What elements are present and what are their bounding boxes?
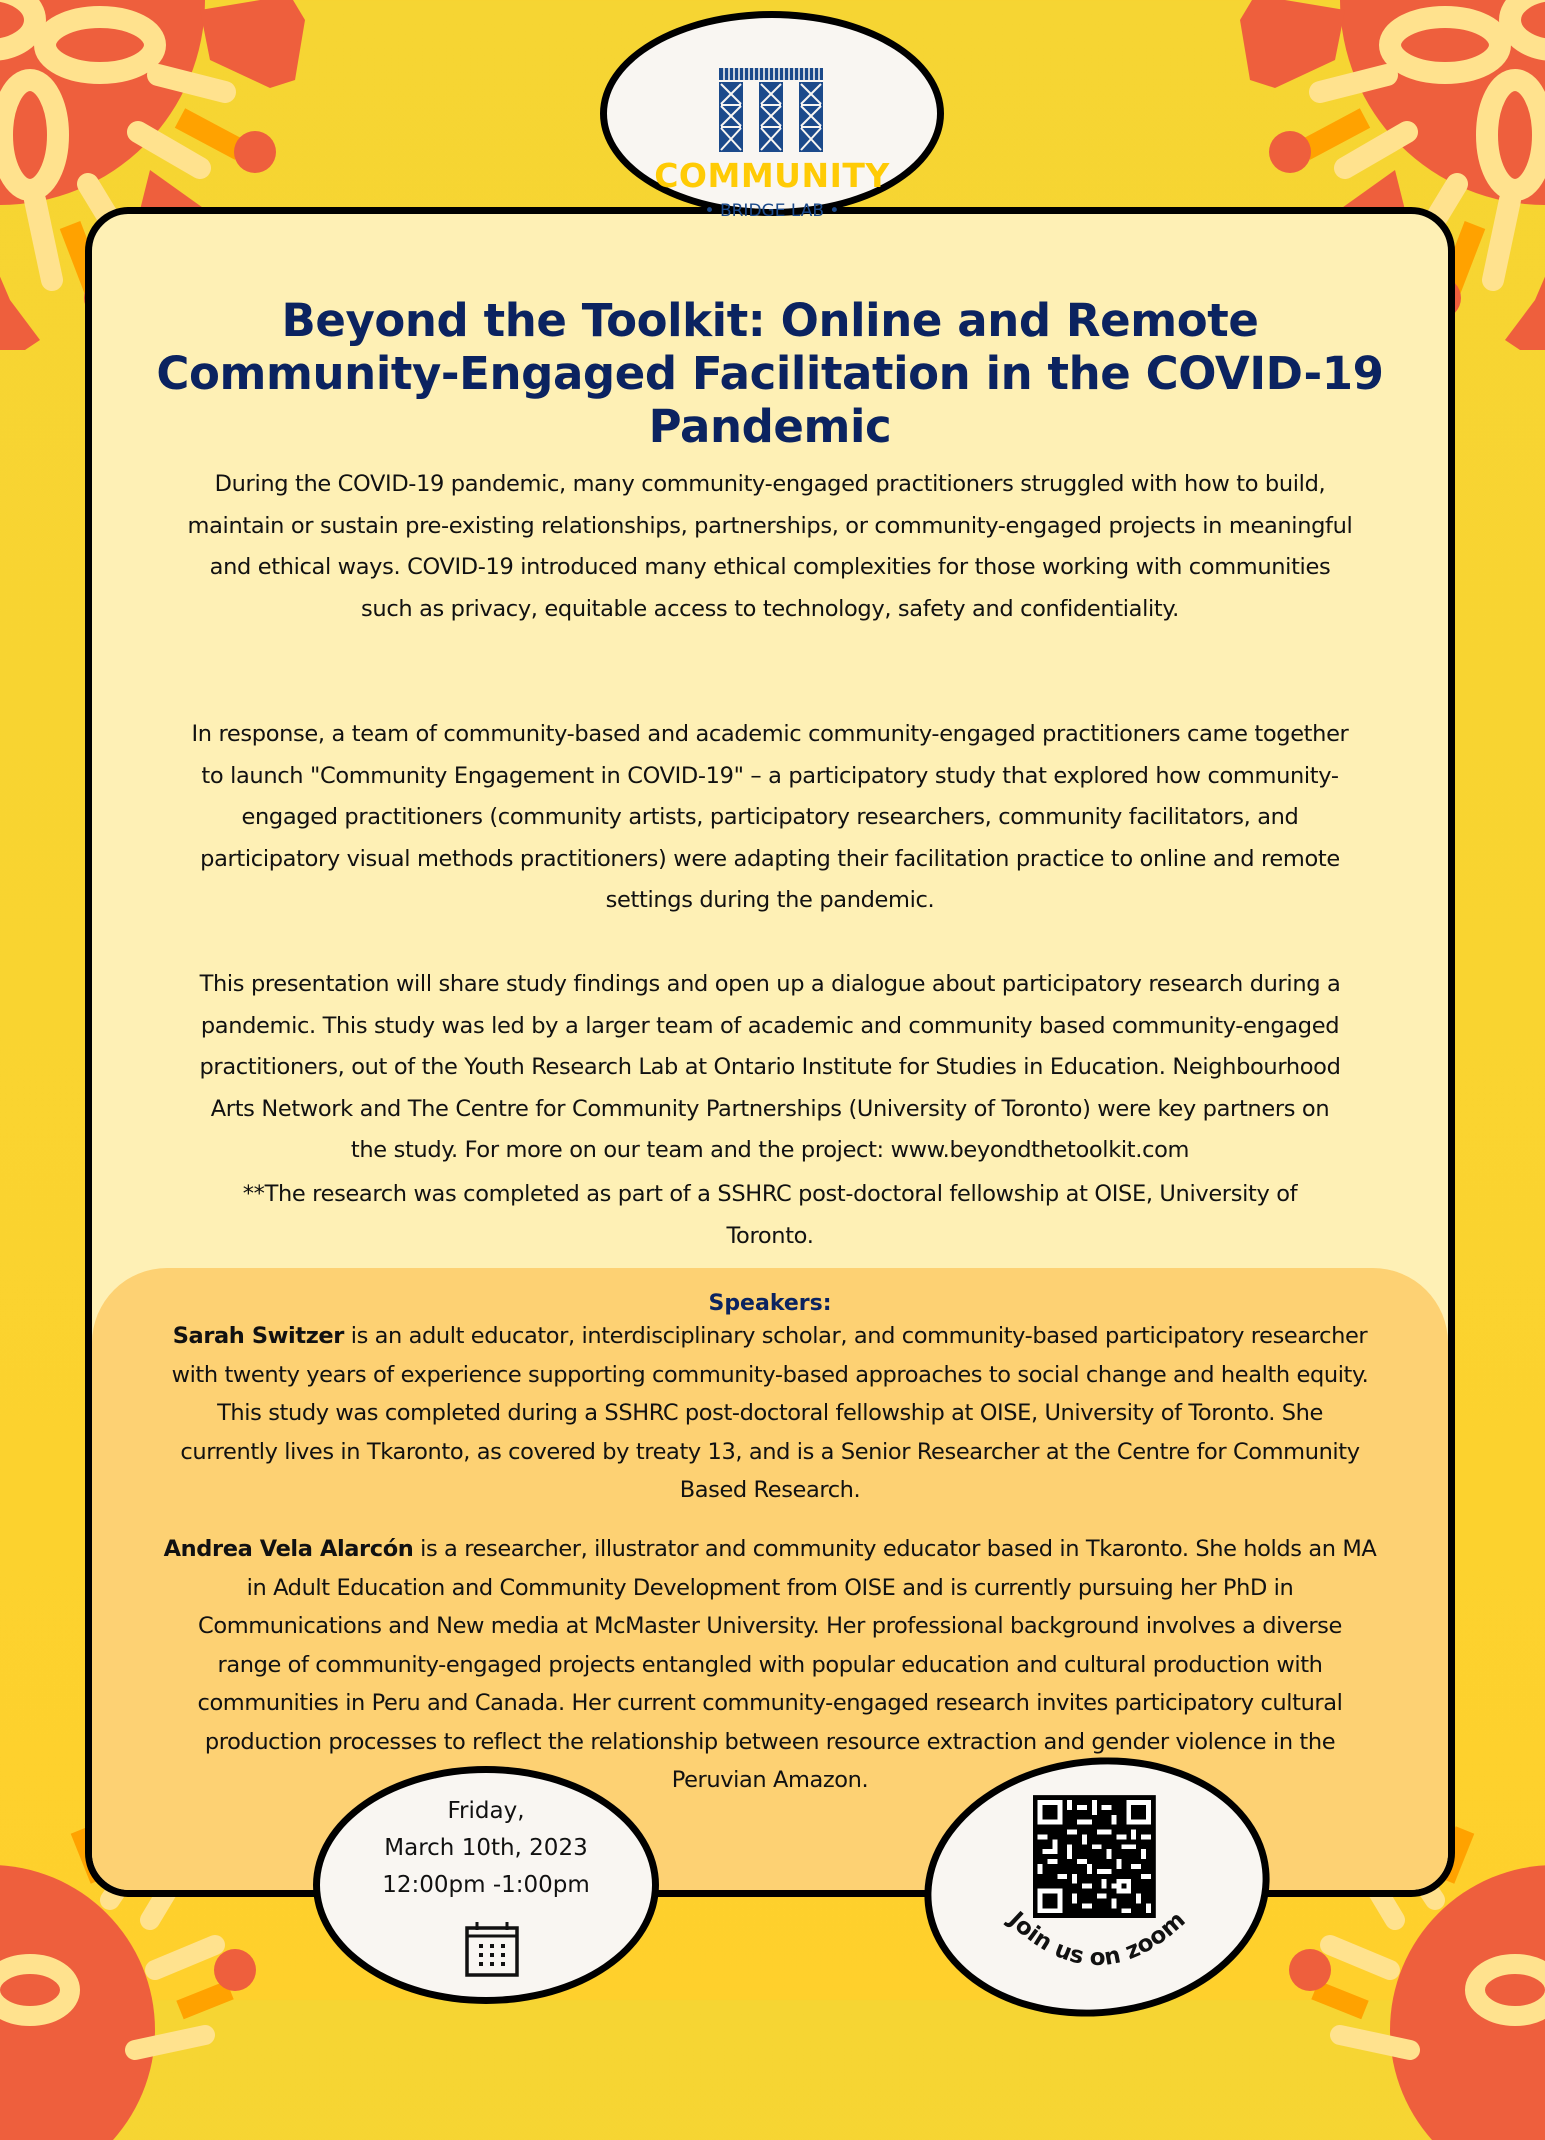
title-line-3: Pandemic xyxy=(648,400,892,453)
text-line: range of community-engaged projects entangled with popular education and cultural production with xyxy=(217,1651,1323,1678)
text-line xyxy=(104,1530,1436,1569)
presentation-paragraph xyxy=(112,964,1428,1172)
text-line: to launch "Community Engagement in COVID-19" – a participatory study that explored how community- xyxy=(201,762,1339,789)
text-line: production processes to reflect the relationship between resource extraction and gender violence in the xyxy=(204,1728,1336,1755)
text-line: and ethical ways. COVID-19 introduced many ethical complexities for those working with communities xyxy=(209,554,1331,580)
text-line: the study. For more on our team and the project: www.beyondthetoolkit.com xyxy=(350,1137,1190,1163)
text-line xyxy=(104,1317,1436,1356)
bridge-lattice-icon xyxy=(719,68,825,152)
event-datetime xyxy=(320,1793,652,1904)
title-line-2: Community-Engaged Facilitation in the COVID-19 xyxy=(156,347,1384,400)
logo-subtitle: • BRIDGE LAB • xyxy=(704,201,840,221)
text-line: Arts Network and The Centre for Community Partnerships (University of Toronto) were key partners on xyxy=(210,1095,1330,1122)
event-title xyxy=(92,294,1448,453)
text-line: engaged practitioners (community artists, participatory researchers, community facilitators, and xyxy=(241,804,1299,830)
logo-badge xyxy=(600,11,944,221)
logo-wordmark: COMMUNITY xyxy=(654,156,890,195)
speaker-name: Sarah Switzer xyxy=(172,1323,344,1349)
text-line: **The research was completed as part of a SSHRC post-doctoral fellowship at OISE, University of xyxy=(242,1181,1298,1207)
title-line-1: Beyond the Toolkit: Online and Remote xyxy=(281,294,1259,347)
text-line: Peruvian Amazon. xyxy=(671,1767,869,1793)
text-line: communities in Peru and Canada. Her current community-engaged research invites participatory cultural xyxy=(197,1690,1343,1716)
speakers-heading: Speakers: xyxy=(708,1291,832,1316)
calendar-icon xyxy=(465,1921,519,1977)
event-day: Friday, xyxy=(447,1798,525,1824)
zoom-caption: Join us on zoom xyxy=(1003,1906,1191,1972)
study-paragraph xyxy=(112,714,1428,922)
funding-note xyxy=(112,1174,1428,1257)
text-line: in Adult Education and Community Development from OISE and is currently pursuing her PhD in xyxy=(246,1574,1294,1601)
svg-text:Join us on zoom xyxy=(1002,1906,1191,1971)
text-line: In response, a team of community-based and academic community-engaged practitioners came together xyxy=(191,721,1349,747)
text-line: Toronto. xyxy=(726,1222,814,1249)
event-card xyxy=(85,207,1455,1897)
text-line: participatory visual methods practitioners) were adapting their facilitation practice to online and remote xyxy=(200,845,1340,872)
text-line: with twenty years of experience supporting community-based approaches to social change and health equity. xyxy=(171,1361,1369,1388)
text-line: such as privacy, equitable access to technology, safety and confidentiality. xyxy=(361,595,1179,622)
text-line: This study was completed during a SSHRC post-doctoral fellowship at OISE, University of Toronto. She xyxy=(217,1400,1323,1426)
text-fragment: is an adult educator, interdisciplinary scholar, and community-based participatory researcher xyxy=(343,1323,1368,1349)
text-line: settings during the pandemic. xyxy=(605,887,935,913)
event-date-badge xyxy=(313,1766,659,2004)
text-line: Communications and New media at McMaster University. Her professional background involves a diverse xyxy=(198,1613,1342,1639)
event-time: 12:00pm -1:00pm xyxy=(382,1872,590,1898)
text-line: practitioners, out of the Youth Research Lab at Ontario Institute for Studies in Education. Neighbourhood xyxy=(199,1054,1341,1080)
text-line: During the COVID-19 pandemic, many community-engaged practitioners struggled with how to build, xyxy=(214,471,1326,497)
text-fragment: is a researcher, illustrator and community educator based in Tkaronto. She holds an MA xyxy=(413,1536,1377,1562)
event-date: March 10th, 2023 xyxy=(384,1835,588,1861)
speaker-name: Andrea Vela Alarcón xyxy=(163,1536,414,1562)
text-line: currently lives in Tkaronto, as covered by treaty 13, and is a Senior Researcher at the Centre for Community xyxy=(180,1438,1360,1465)
text-line: pandemic. This study was led by a larger team of academic and community based community-engaged xyxy=(200,1012,1340,1039)
zoom-join-badge[interactable] xyxy=(911,1741,1282,2034)
intro-paragraph xyxy=(112,464,1428,630)
text-line: This presentation will share study findings and open up a dialogue about participatory research during a xyxy=(199,971,1341,997)
speaker-bio-sarah-switzer xyxy=(104,1317,1436,1510)
text-line: Based Research. xyxy=(679,1477,861,1503)
zoom-caption-arc xyxy=(919,1748,1275,2025)
text-line: maintain or sustain pre-existing relationships, partnerships, or community-engaged projects in meaningful xyxy=(187,512,1353,539)
